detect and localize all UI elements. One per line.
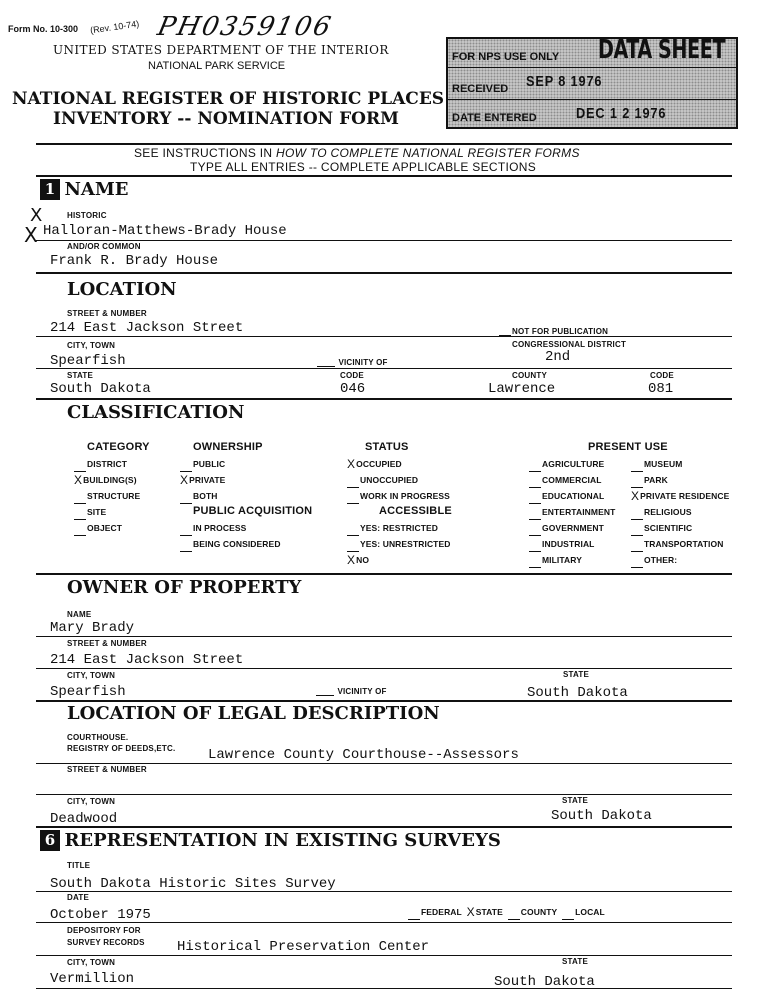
status-unoccupied[interactable]: UNOCCUPIED xyxy=(347,472,450,488)
owner-vicinity-of xyxy=(316,686,387,696)
survey-title-value: South Dakota Historic Sites Survey xyxy=(50,876,336,892)
section-number: 1 xyxy=(40,179,60,200)
county-code-value: 081 xyxy=(648,381,674,397)
present-use-heading: PRESENT USE xyxy=(588,441,668,453)
use-religious[interactable]: RELIGIOUS xyxy=(631,504,729,520)
status-occupied[interactable]: XOCCUPIED xyxy=(347,457,402,471)
owner-street-label: STREET & NUMBER xyxy=(67,639,147,648)
present-use-list-1 xyxy=(529,456,615,568)
survey-local[interactable]: LOCAL xyxy=(560,907,605,917)
not-for-publication-label: NOT FOR PUBLICATION xyxy=(512,327,609,336)
form-number: Form No. 10-300 xyxy=(8,24,79,34)
category-site[interactable]: SITE xyxy=(74,504,140,520)
owner-name-label: NAME xyxy=(67,610,92,619)
ownership-heading: OWNERSHIP xyxy=(193,441,263,453)
vicinity-label: VICINITY OF xyxy=(338,358,388,367)
survey-date-value: October 1975 xyxy=(50,907,151,923)
ownership-list xyxy=(180,456,225,504)
county-value: Lawrence xyxy=(488,381,556,397)
use-other[interactable]: OTHER: xyxy=(631,552,729,568)
public-acquisition-heading: PUBLIC ACQUISITION xyxy=(193,505,313,517)
date-entered-label: DATE ENTERED xyxy=(452,112,537,124)
survey-county[interactable]: COUNTY xyxy=(505,907,557,917)
not-for-publication xyxy=(499,326,608,336)
historic-label: HISTORIC xyxy=(67,211,107,220)
ownership-public[interactable]: PUBLIC xyxy=(180,456,225,472)
data-sheet-label: DATA SHEET xyxy=(598,35,726,65)
use-educational[interactable]: EDUCATIONAL xyxy=(529,488,615,504)
legal-heading: LOCATION OF LEGAL DESCRIPTION xyxy=(67,703,440,724)
owner-state-value: South Dakota xyxy=(527,685,628,701)
courthouse-label-1: COURTHOUSE. xyxy=(67,733,129,742)
courthouse-label-2: REGISTRY OF DEEDS,ETC. xyxy=(67,744,176,753)
county-label: COUNTY xyxy=(512,371,547,380)
depository-label-2: SURVEY RECORDS xyxy=(67,938,145,947)
accessible-yes-restricted[interactable]: YES: RESTRICTED xyxy=(347,520,451,536)
state-value: South Dakota xyxy=(50,381,151,397)
name-section-heading xyxy=(40,179,129,200)
category-district[interactable]: DISTRICT xyxy=(74,456,140,472)
state-code-label: CODE xyxy=(340,371,364,380)
handwritten-x-mark: X xyxy=(30,205,43,226)
survey-city-value: Vermillion xyxy=(50,971,135,987)
category-structure[interactable]: STRUCTURE xyxy=(74,488,140,504)
use-scientific[interactable]: SCIENTIFIC xyxy=(631,520,729,536)
survey-state-value: South Dakota xyxy=(494,974,595,990)
use-agriculture[interactable]: AGRICULTURE xyxy=(529,456,615,472)
legal-city-label: CITY, TOWN xyxy=(67,797,116,806)
instructions-prefix: SEE INSTRUCTIONS IN xyxy=(134,146,277,160)
vicinity-of xyxy=(317,357,388,367)
depository-value: Historical Preservation Center xyxy=(177,939,430,955)
city-value: Spearfish xyxy=(50,353,126,369)
owner-state-label: STATE xyxy=(563,670,590,679)
use-government[interactable]: GOVERNMENT xyxy=(529,520,615,536)
use-entertainment[interactable]: ENTERTAINMENT xyxy=(529,504,615,520)
ownership-private[interactable]: XPRIVATE xyxy=(180,473,226,487)
section-number: 6 xyxy=(40,830,60,851)
common-name-label: AND/OR COMMON xyxy=(67,242,141,251)
use-museum[interactable]: MUSEUM xyxy=(631,456,729,472)
status-list xyxy=(347,456,450,504)
instructions-line1 xyxy=(134,146,580,160)
owner-heading: OWNER OF PROPERTY xyxy=(67,577,302,598)
owner-city-label: CITY, TOWN xyxy=(67,671,116,680)
survey-title-label: TITLE xyxy=(67,861,91,870)
status-work-in-progress[interactable]: WORK IN PROGRESS xyxy=(347,488,450,504)
received-label: RECEIVED xyxy=(452,83,509,95)
date-entered-value: DEC 1 2 1976 xyxy=(576,105,667,122)
legal-city-value: Deadwood xyxy=(50,811,118,827)
category-object[interactable]: OBJECT xyxy=(74,520,140,536)
survey-state-label: STATE xyxy=(562,957,589,966)
accessible-no[interactable]: XNO xyxy=(347,553,370,567)
use-industrial[interactable]: INDUSTRIAL xyxy=(529,536,615,552)
handwritten-id: PH0359106 xyxy=(154,12,336,42)
acquisition-in-process[interactable]: IN PROCESS xyxy=(180,520,281,536)
nps-use-box xyxy=(446,37,738,129)
survey-level-options xyxy=(408,904,605,920)
use-military[interactable]: MILITARY xyxy=(529,552,615,568)
form-title-line1: NATIONAL REGISTER OF HISTORIC PLACES xyxy=(12,89,445,109)
accessible-heading: ACCESSIBLE xyxy=(379,505,452,517)
historic-name-value: Halloran-Matthews-Brady House xyxy=(43,223,287,239)
instructions-line2: TYPE ALL ENTRIES -- COMPLETE APPLICABLE SECTIONS xyxy=(190,160,537,174)
county-code-label: CODE xyxy=(650,371,674,380)
category-heading: CATEGORY xyxy=(87,441,150,453)
owner-street-value: 214 East Jackson Street xyxy=(50,652,244,668)
street-value: 214 East Jackson Street xyxy=(50,320,244,336)
state-label: STATE xyxy=(67,371,94,380)
name-heading-text: NAME xyxy=(64,179,129,200)
city-label: CITY, TOWN xyxy=(67,341,116,350)
congressional-district-label: CONGRESSIONAL DISTRICT xyxy=(512,340,627,349)
category-buildings[interactable]: XBUILDING(S) xyxy=(74,473,137,487)
owner-name-value: Mary Brady xyxy=(50,620,135,636)
ownership-both[interactable]: BOTH xyxy=(180,488,225,504)
nps-use-label: FOR NPS USE ONLY xyxy=(452,51,560,63)
owner-vicinity-label: VICINITY OF xyxy=(337,687,387,696)
acquisition-being-considered[interactable]: BEING CONSIDERED xyxy=(180,536,281,552)
owner-city-value: Spearfish xyxy=(50,684,126,700)
location-heading: LOCATION xyxy=(67,279,177,300)
depository-label-1: DEPOSITORY FOR xyxy=(67,926,141,935)
surveys-section-heading xyxy=(40,830,501,851)
survey-state[interactable]: XSTATE xyxy=(466,905,503,919)
accessible-list xyxy=(347,520,451,568)
survey-federal[interactable]: FEDERAL xyxy=(408,907,462,917)
classification-heading: CLASSIFICATION xyxy=(67,402,245,423)
accessible-yes-unrestricted[interactable]: YES: UNRESTRICTED xyxy=(347,536,451,552)
status-heading: STATUS xyxy=(365,441,409,453)
surveys-heading-text: REPRESENTATION IN EXISTING SURVEYS xyxy=(64,830,501,851)
department-name: UNITED STATES DEPARTMENT OF THE INTERIOR xyxy=(53,43,389,57)
form-title-line2: INVENTORY -- NOMINATION FORM xyxy=(53,109,399,129)
handwritten-x-mark: X xyxy=(24,223,38,247)
legal-state-label: STATE xyxy=(562,796,589,805)
state-code-value: 046 xyxy=(340,381,366,397)
street-label: STREET & NUMBER xyxy=(67,309,147,318)
category-list xyxy=(74,456,140,536)
use-private-residence[interactable]: XPRIVATE RESIDENCE xyxy=(631,489,730,503)
legal-state-value: South Dakota xyxy=(551,808,652,824)
legal-street-label: STREET & NUMBER xyxy=(67,765,147,774)
form-revision: (Rev. 10-74) xyxy=(89,18,140,36)
use-park[interactable]: PARK xyxy=(631,472,729,488)
use-transportation[interactable]: TRANSPORTATION xyxy=(631,536,729,552)
survey-city-label: CITY, TOWN xyxy=(67,958,116,967)
service-name: NATIONAL PARK SERVICE xyxy=(148,60,286,72)
received-date: SEP 8 1976 xyxy=(526,73,603,90)
acquisition-list xyxy=(180,520,281,552)
present-use-list-2 xyxy=(631,456,729,568)
survey-date-label: DATE xyxy=(67,893,89,902)
use-commercial[interactable]: COMMERCIAL xyxy=(529,472,615,488)
instructions-manual-title: HOW TO COMPLETE NATIONAL REGISTER FORMS xyxy=(276,146,580,160)
common-name-value: Frank R. Brady House xyxy=(50,253,219,269)
congressional-district-value: 2nd xyxy=(545,349,571,365)
courthouse-value: Lawrence County Courthouse--Assessors xyxy=(208,747,519,763)
